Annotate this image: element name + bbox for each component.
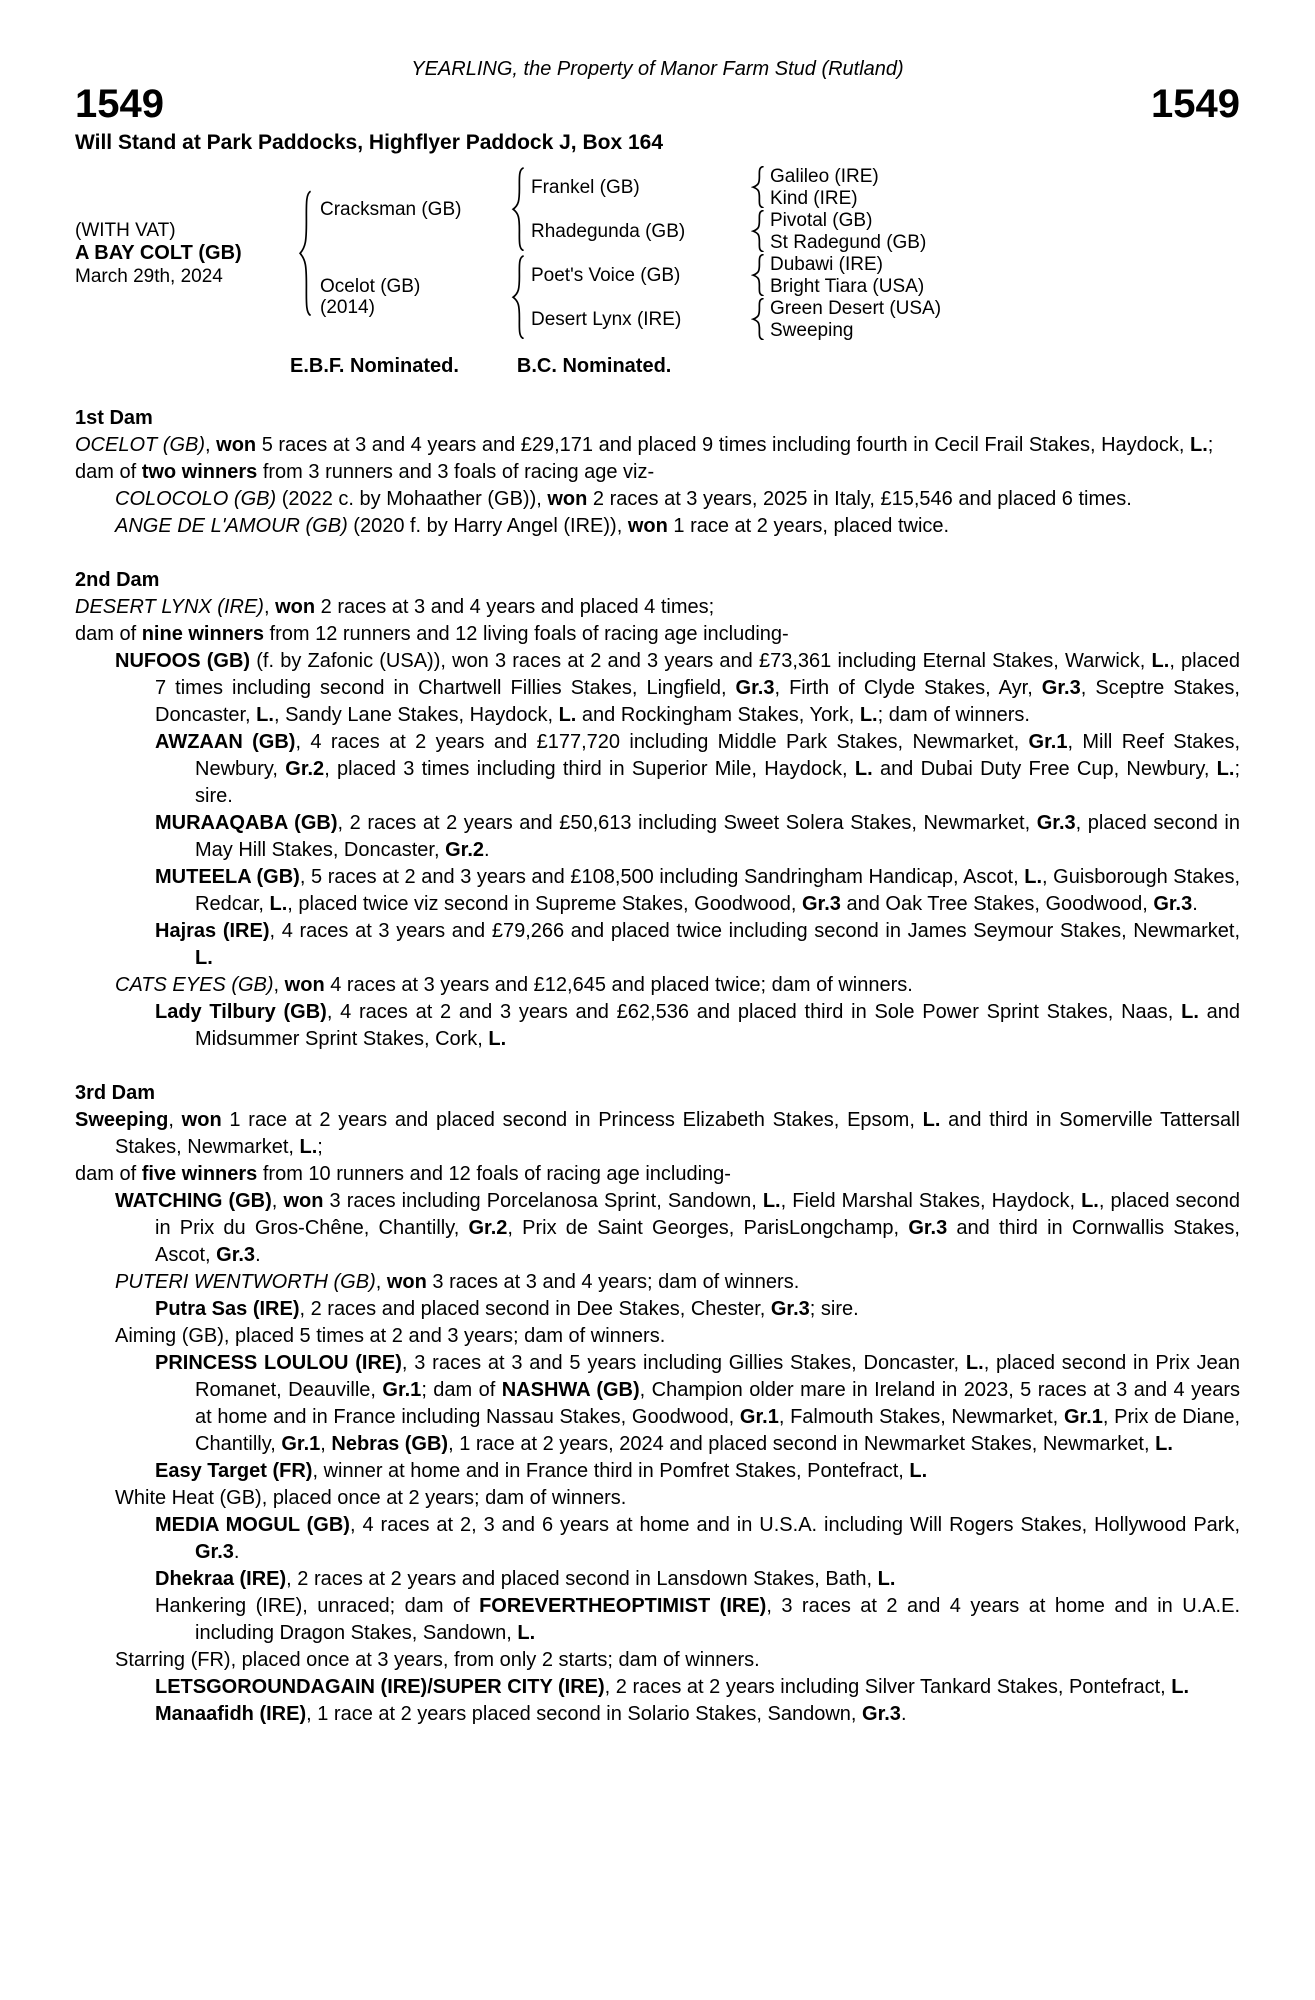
colt-info [75,165,290,341]
pedigree-text-paragraph: MEDIA MOGUL (GB), 4 races at 2, 3 and 6 years at home and in U.S.A. including Will Rogers Stakes, Hollywood Park, Gr.3. [155,1514,1241,1563]
pedigree-text-paragraph: ANGE DE L'AMOUR (GB) (2020 f. by Harry Angel (IRE)), won 1 race at 2 years, placed twice. [115,515,950,537]
brace-icon [746,165,770,209]
pedigree-text-paragraph: Starring (FR), placed once at 3 years, from only 2 starts; dam of winners. [115,1649,760,1671]
dam-sire-sire-name: Dubawi (IRE) [770,253,883,275]
sire-sire-dam-name: Kind (IRE) [770,187,858,209]
pedigree-text-paragraph: Easy Target (FR), winner at home and in France third in Pomfret Stakes, Pontefract, L. [155,1460,928,1482]
dam-section-heading: 2nd Dam [75,569,160,591]
pedigree-text-paragraph: Dhekraa (IRE), 2 races at 2 years and placed second in Lansdown Stakes, Bath, L. [155,1568,896,1590]
ebf-nominated-label: E.B.F. Nominated. [290,355,459,377]
foal-date: March 29th, 2024 [75,265,223,287]
pedigree-text-paragraph: Manaafidh (IRE), 1 race at 2 years placed second in Solario Stakes, Sandown, Gr.3. [155,1703,907,1725]
dam-sire-dam-name: Bright Tiara (USA) [770,275,925,297]
dam-section-heading: 3rd Dam [75,1082,156,1104]
pedigree-text-paragraph: White Heat (GB), placed once at 2 years; dam of winners. [115,1487,627,1509]
stand-location: Will Stand at Park Paddocks, Highflyer Paddock J, Box 164 [75,131,663,154]
dam-year: (2014) [320,297,375,318]
pedigree-text-paragraph: Putra Sas (IRE), 2 races and placed second in Dee Stakes, Chester, Gr.3; sire. [155,1298,859,1320]
sire-name: Cracksman (GB) [320,198,462,220]
pedigree-text-paragraph: dam of two winners from 3 runners and 3 foals of racing age viz- [75,461,655,483]
page-title: YEARLING, the Property of Manor Farm Stud (Rutland) [411,58,904,80]
dam-sire-name: Poet's Voice (GB) [531,264,681,286]
pedigree-text-paragraph: PUTERI WENTWORTH (GB), won 3 races at 3 and 4 years; dam of winners. [115,1271,800,1293]
pedigree-text-paragraph: Hankering (IRE), unraced; dam of FOREVERTHEOPTIMIST (IRE), 3 races at 2 and 4 years at home and in U.A.E. including Dragon Stakes, Sandown, L. [155,1595,1241,1644]
sire-sire-name: Frankel (GB) [531,176,640,198]
pedigree-text-paragraph: PRINCESS LOULOU (IRE), 3 races at 3 and 5 years including Gillies Stakes, Doncaster, L., placed second in Prix Jean Romanet, Deauville, Gr.1; dam of NASHWA (GB), Champion older mare in Ireland in 2023, 5 races at 3 and 4 years at home and in France including Nassau Stakes, Goodwood, Gr.1, Falmouth Stakes, Newmarket, Gr.1, Prix de Diane, Chantilly, Gr.1, Nebras (GB), 1 race at 2 years, 2024 and placed second in Newmarket Stakes, Newmarket, L. [155,1352,1241,1455]
brace-icon [290,187,320,319]
pedigree-text-paragraph: dam of five winners from 10 runners and 12 foals of racing age including- [75,1163,731,1185]
brace-icon [746,209,770,253]
pedigree-text-paragraph: MURAAQABA (GB), 2 races at 2 years and £50,613 including Sweet Solera Stakes, Newmarket, Gr.3, placed second in May Hill Stakes, Doncaster, Gr.2. [155,812,1240,861]
bc-nominated-label: B.C. Nominated. [516,355,672,377]
pedigree-text-paragraph: AWZAAN (GB), 4 races at 2 years and £177,720 including Middle Park Stakes, Newmarket, Gr.1, Mill Reef Stakes, Newbury, Gr.2, placed 3 times including third in Superior Mile, Haydock, L. and Dubai Duty Free Cup, Newbury, L.; sire. [155,731,1241,807]
sire-dam-name: Rhadegunda (GB) [531,220,686,242]
brace-icon [505,165,531,253]
pedigree-text-paragraph: Sweeping, won 1 race at 2 years and placed second in Princess Elizabeth Stakes, Epsom, L. and third in Somerville Tattersall Stakes, Newmarket, L.; [75,1109,1241,1158]
sire-dam-dam-name: St Radegund (GB) [770,231,927,253]
pedigree-text-paragraph: MUTEELA (GB), 5 races at 2 and 3 years and £108,500 including Sandringham Handicap, Ascot, L., Guisborough Stakes, Redcar, L., placed twice viz second in Supreme Stakes, Goodwood, Gr.3 and Oak Tree Stakes, Goodwood, Gr.3. [155,866,1241,915]
pedigree-text-paragraph: Hajras (IRE), 4 races at 3 years and £79,266 and placed twice including second in James Seymour Stakes, Newmarket, L. [155,920,1240,969]
dam-section [75,567,1240,1053]
pedigree-text-paragraph: DESERT LYNX (IRE), won 2 races at 3 and 4 years and placed 4 times; [75,596,715,618]
dam-name: Ocelot (GB) [320,276,421,297]
pedigree-text-paragraph: WATCHING (GB), won 3 races including Porcelanosa Sprint, Sandown, L., Field Marshal Stakes, Haydock, L., placed second in Prix du Gros-Chêne, Chantilly, Gr.2, Prix de Saint Georges, ParisLongchamp, Gr.3 and third in Cornwallis Stakes, Ascot, Gr.3. [115,1190,1240,1266]
pedigree-text-paragraph: NUFOOS (GB) (f. by Zafonic (USA)), won 3 races at 2 and 3 years and £73,361 including Eternal Stakes, Warwick, L., placed 7 times including second in Chartwell Fillies Stakes, Lingfield, Gr.3, Firth of Clyde Stakes, Ayr, Gr.3, Sceptre Stakes, Doncaster, L., Sandy Lane Stakes, Haydock, L. and Rockingham Stakes, York, L.; dam of winners. [115,650,1240,726]
lot-number-left: 1549 [75,82,164,126]
pedigree-text-paragraph: COLOCOLO (GB) (2022 c. by Mohaather (GB)), won 2 races at 3 years, 2025 in Italy, £15,546 and placed 6 times. [115,488,1132,510]
brace-icon [746,297,770,341]
dam-section [75,1080,1240,1728]
pedigree-text-paragraph: Lady Tilbury (GB), 4 races at 2 and 3 years and £62,536 and placed third in Sole Power Sprint Stakes, Naas, L. and Midsummer Sprint Stakes, Cork, L. [155,1001,1241,1050]
nominations-row [290,355,1240,378]
produce-sections [75,405,1240,1728]
brace-icon [505,253,531,341]
pedigree-text-paragraph: dam of nine winners from 12 runners and 12 living foals of racing age including- [75,623,789,645]
dam-section [75,405,1240,540]
lot-number-row [75,83,1240,125]
pedigree-text-paragraph: CATS EYES (GB), won 4 races at 3 years and £12,645 and placed twice; dam of winners. [115,974,913,996]
dam-dam-dam-name: Sweeping [770,319,854,341]
sire-sire-sire-name: Galileo (IRE) [770,165,879,187]
colt-name: A BAY COLT (GB) [75,241,242,264]
vat-note: (WITH VAT) [75,219,176,241]
dam-dam-sire-name: Green Desert (USA) [770,297,942,319]
sire-dam-sire-name: Pivotal (GB) [770,209,873,231]
pedigree-table [75,165,1240,341]
brace-icon [746,253,770,297]
dam-section-heading: 1st Dam [75,407,153,429]
pedigree-text-paragraph: OCELOT (GB), won 5 races at 3 and 4 years and £29,171 and placed 9 times including fourth in Cecil Frail Stakes, Haydock, L.; [75,434,1214,456]
dam-dam-name: Desert Lynx (IRE) [531,308,682,330]
dam-block [320,253,505,341]
lot-number-right: 1549 [1151,82,1240,126]
pedigree-text-paragraph: LETSGOROUNDAGAIN (IRE)/SUPER CITY (IRE), 2 races at 2 years including Silver Tankard Stakes, Pontefract, L. [155,1676,1190,1698]
pedigree-text-paragraph: Aiming (GB), placed 5 times at 2 and 3 years; dam of winners. [115,1325,666,1347]
